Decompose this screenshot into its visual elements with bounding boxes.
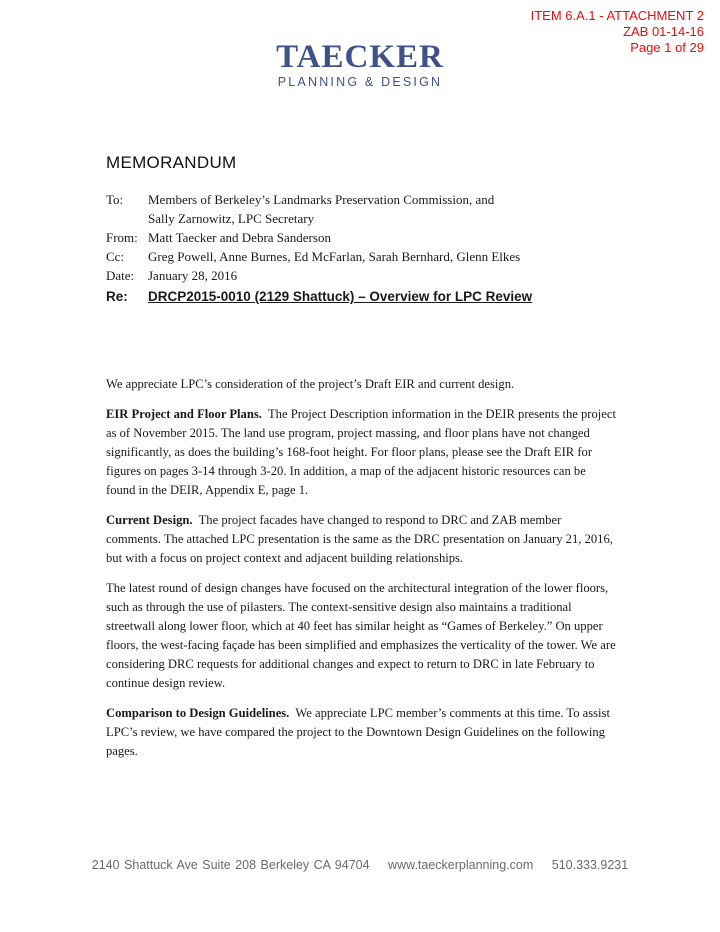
memo-body <box>106 375 618 772</box>
from-value: Matt Taecker and Debra Sanderson <box>148 230 331 245</box>
date-label: Date: <box>106 268 135 283</box>
paragraph-current-design-heading: Current Design. <box>106 513 193 527</box>
memo-subject-row <box>106 287 532 307</box>
letterhead-footer <box>0 858 720 872</box>
cc-label: Cc: <box>106 249 125 264</box>
paragraph-intro: We appreciate LPC’s consideration of the project’s Draft EIR and current design. <box>106 377 515 391</box>
stamp-item: ITEM 6.A.1 - ATTACHMENT 2 <box>530 8 704 23</box>
company-logo-tagline: PLANNING & DESIGN <box>277 75 443 89</box>
paragraph-current-design <box>106 511 618 568</box>
to-label: To: <box>106 192 124 207</box>
stamp-page-count: Page 1 of 29 <box>630 40 704 55</box>
date-value: January 28, 2016 <box>148 268 238 283</box>
memo-header <box>106 190 532 307</box>
footer-phone: 510.333.9231 <box>551 858 629 872</box>
memo-from-row <box>106 228 532 247</box>
company-logo-name: TAECKER <box>276 39 444 75</box>
to-recipients-secondary: Sally Zarnowitz, LPC Secretary <box>148 211 315 226</box>
paragraph-eir <box>106 405 618 500</box>
paragraph-guidelines-heading: Comparison to Design Guidelines. <box>106 706 290 720</box>
footer-website: www.taeckerplanning.com <box>388 858 534 872</box>
memo-title: MEMORANDUM <box>106 153 237 172</box>
memo-to-row <box>106 190 532 209</box>
paragraph-eir-heading: EIR Project and Floor Plans. <box>106 407 262 421</box>
memo-date-row <box>106 266 532 285</box>
re-label: Re: <box>106 289 128 304</box>
memo-to-row-2 <box>106 209 532 228</box>
from-label: From: <box>106 230 138 245</box>
paragraph-design-changes: The latest round of design changes have focused on the architectural integration of the lower floors, such as through the use of pilasters. The context-sensitive design also maintains a traditional streetwall along lower floor, which at 40 feet has similar height as “Games of Berkeley.” On upper floors, the west-facing façade has been simplified and emphasizes the verticality of the tower. We are considering DRC requests for additional changes and expect to return to DRC in late February to continue design review. <box>106 581 616 690</box>
to-recipients: Members of Berkeley’s Landmarks Preservation Commission, and <box>148 192 495 207</box>
paragraph-guidelines <box>106 704 618 761</box>
re-subject: DRCP2015-0010 (2129 Shattuck) – Overview for LPC Review <box>148 289 533 304</box>
memo-cc-row <box>106 247 532 266</box>
stamp-meeting: ZAB 01-14-16 <box>623 24 704 39</box>
cc-value: Greg Powell, Anne Burnes, Ed McFarlan, Sarah Bernhard, Glenn Elkes <box>148 249 521 264</box>
footer-address: 2140 Shattuck Ave Suite 208 Berkeley CA 94704 <box>91 858 370 872</box>
paragraph-eir-text: The Project Description information in the DEIR presents the project as of November 2015. The land use program, project massing, and floor plans have not changed significantly, as does the building’s 168-foot height. For floor plans, please see the Draft EIR for figures on pages 3-14 through 3-20. In addition, a map of the adjacent historic resources can be found in the DEIR, Appendix E, page 1. <box>106 407 616 497</box>
paragraph-guidelines-text: We appreciate LPC member’s comments at this time. To assist LPC’s review, we have compared the project to the Downtown Design Guidelines on the following pages. <box>106 706 610 758</box>
paragraph-current-design-text: The project facades have changed to respond to DRC and ZAB member comments. The attached LPC presentation is the same as the DRC presentation on January 21, 2016, but with a focus on project context and adjacent building relationships. <box>106 513 613 565</box>
